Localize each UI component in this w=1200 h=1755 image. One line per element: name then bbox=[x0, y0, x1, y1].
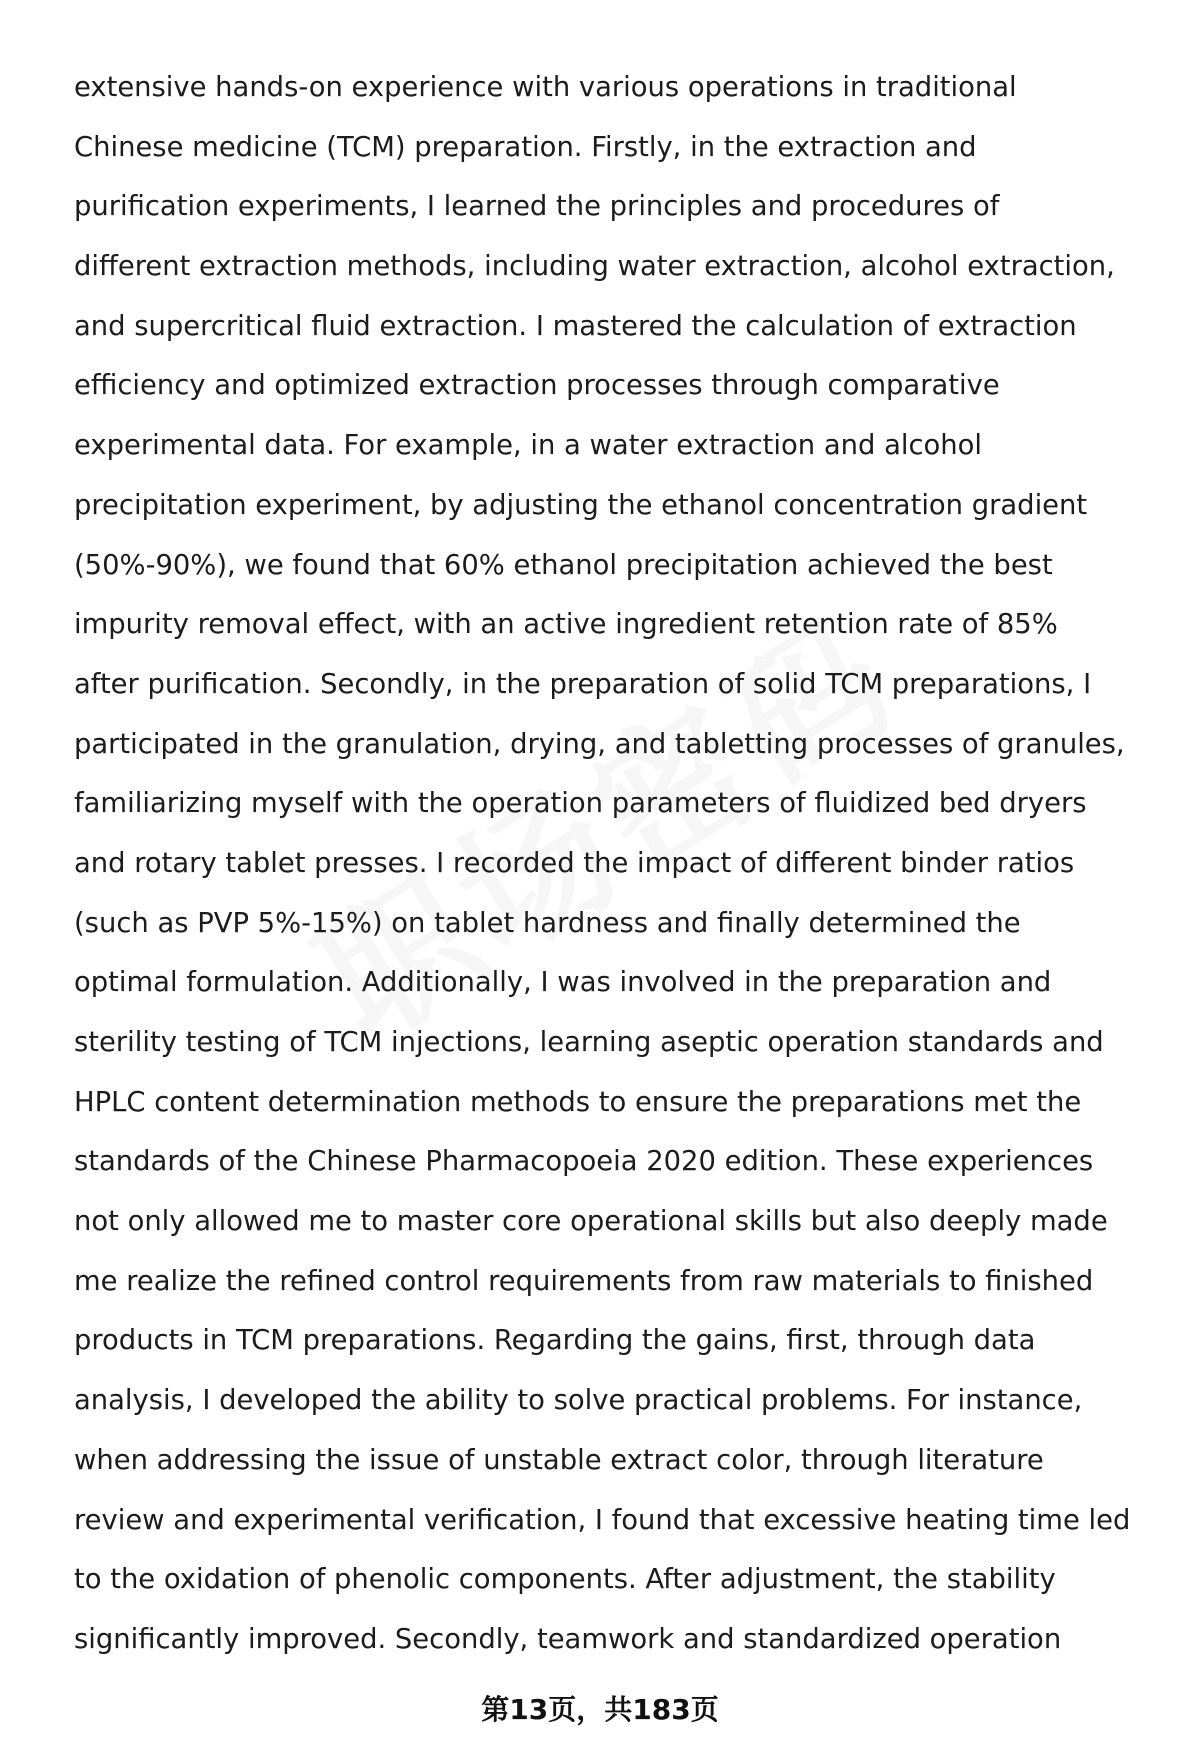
text-line: efficiency and optimized extraction processes through comparative bbox=[74, 370, 1000, 402]
text-line: standards of the Chinese Pharmacopoeia 2020 edition. These experiences bbox=[74, 1146, 1094, 1178]
text-line: (such as PVP 5%-15%) on tablet hardness and finally determined the bbox=[74, 907, 1021, 939]
text-line: precipitation experiment, by adjusting the ethanol concentration gradient bbox=[74, 489, 1088, 521]
text-line: experimental data. For example, in a water extraction and alcohol bbox=[74, 430, 983, 462]
text-line: participated in the granulation, drying, and tabletting processes of granules, bbox=[74, 728, 1125, 760]
text-line: optimal formulation. Additionally, I was involved in the preparation and bbox=[74, 967, 1052, 999]
text-line: extensive hands-on experience with various operations in traditional bbox=[74, 72, 1017, 103]
text-line: when addressing the issue of unstable extract color, through literature bbox=[74, 1444, 1044, 1476]
text-line: analysis, I developed the ability to solve practical problems. For instance, bbox=[74, 1385, 1083, 1417]
text-line: (50%-90%), we found that 60% ethanol precipitation achieved the best bbox=[74, 549, 1053, 581]
text-line: different extraction methods, including water extraction, alcohol extraction, bbox=[74, 251, 1115, 283]
text-line: after purification. Secondly, in the preparation of solid TCM preparations, I bbox=[74, 668, 1092, 700]
text-line: and supercritical fluid extraction. I mastered the calculation of extraction bbox=[74, 310, 1077, 342]
text-line: significantly improved. Secondly, teamwork and standardized operation bbox=[74, 1623, 1062, 1655]
text-line: products in TCM preparations. Regarding the gains, first, through data bbox=[74, 1325, 1036, 1357]
text-line: review and experimental verification, I found that excessive heating time led bbox=[74, 1504, 1131, 1536]
text-line: HPLC content determination methods to ensure the preparations met the bbox=[74, 1086, 1082, 1118]
page-number: 第13页，共183页 bbox=[481, 1693, 719, 1726]
text-line: sterility testing of TCM injections, learning aseptic operation standards and bbox=[74, 1027, 1104, 1058]
text-line: impurity removal effect, with an active ingredient retention rate of 85% bbox=[74, 609, 1058, 641]
text-line: familiarizing myself with the operation parameters of fluidized bed dryers bbox=[74, 788, 1087, 820]
text-line: and rotary tablet presses. I recorded the impact of different binder ratios bbox=[74, 847, 1075, 879]
text-line: me realize the refined control requirements from raw materials to finished bbox=[74, 1265, 1094, 1297]
text-line: to the oxidation of phenolic components. After adjustment, the stability bbox=[74, 1564, 1056, 1596]
text-line: Chinese medicine (TCM) preparation. Firstly, in the extraction and bbox=[74, 131, 977, 163]
body-paragraph bbox=[74, 58, 1164, 1670]
text-line: not only allowed me to master core operational skills but also deeply made bbox=[74, 1206, 1108, 1238]
text-line: purification experiments, I learned the principles and procedures of bbox=[74, 191, 1000, 223]
